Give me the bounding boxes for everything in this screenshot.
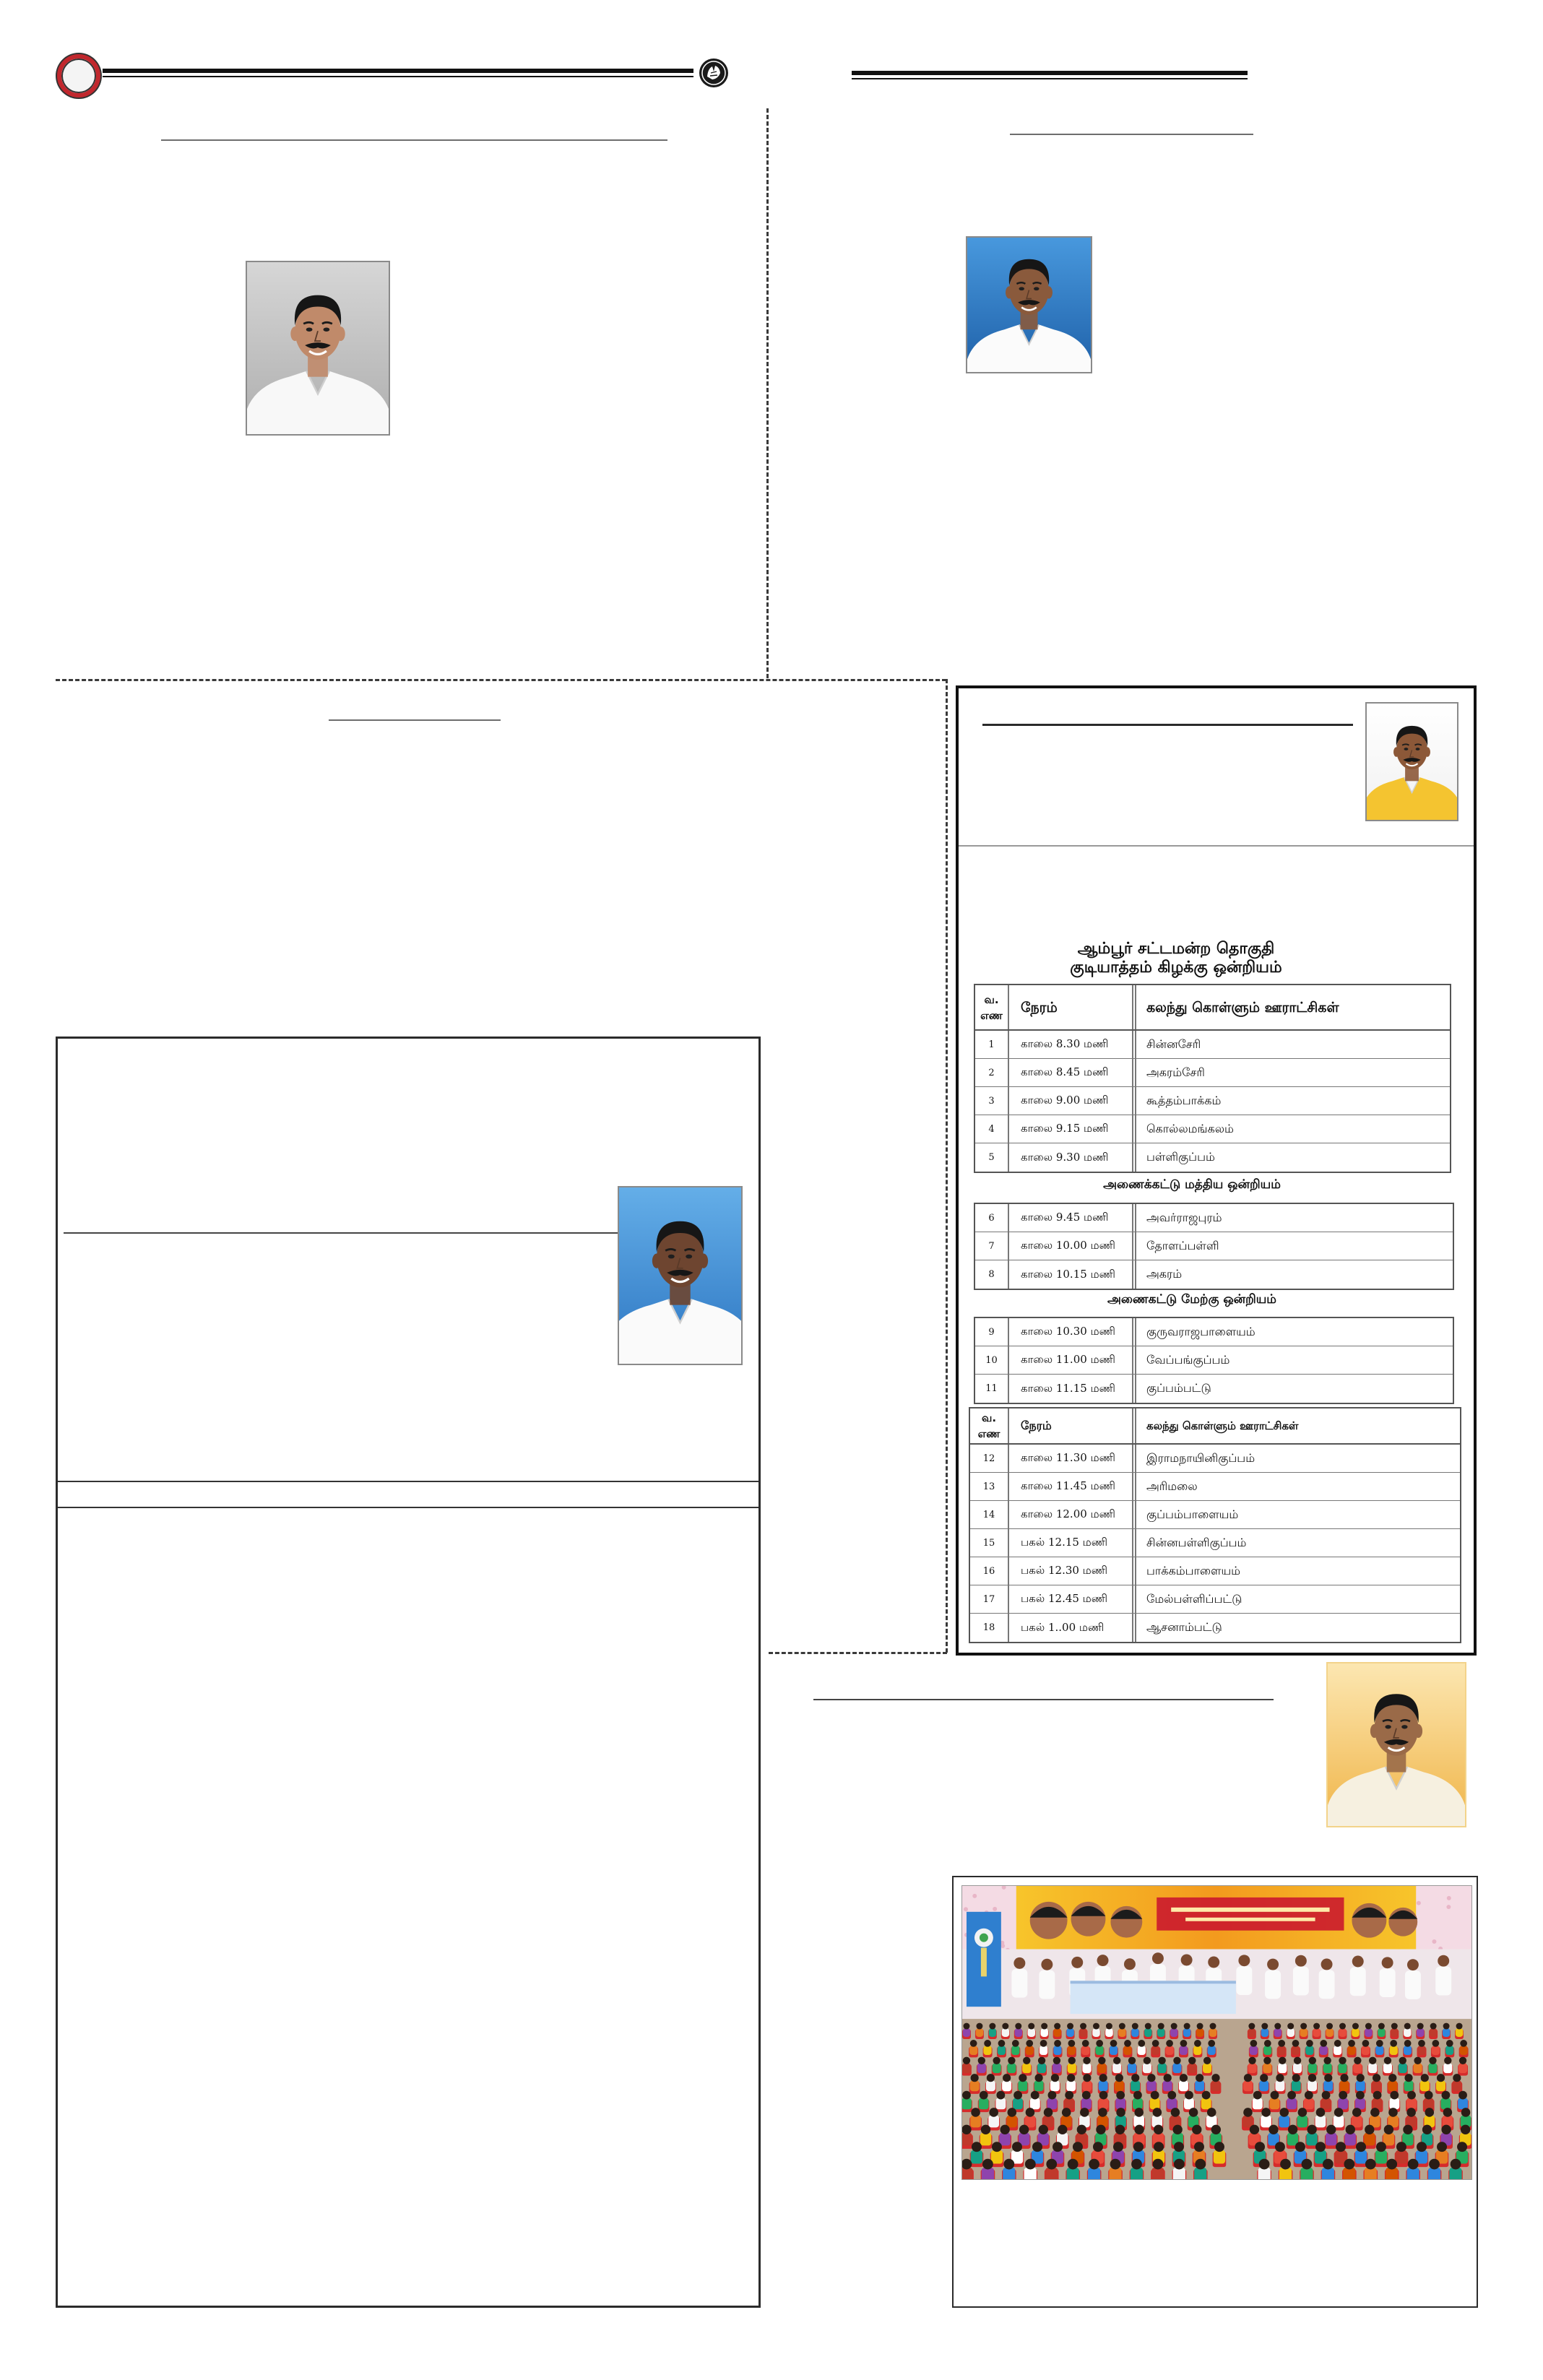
schedule-row (975, 1346, 1453, 1375)
schedule-title-line-2: குடியாத்தம் கிழக்கு ஒன்றியம் (1070, 959, 1282, 977)
time-cell: காலை 9.00 மணி (1009, 1087, 1136, 1115)
schedule-row (975, 1260, 1453, 1289)
schedule-row (970, 1585, 1460, 1614)
schedule-table-body (975, 1204, 1453, 1289)
serial-cell: 17 (970, 1585, 1009, 1613)
serial-header: வ. எண (975, 985, 1009, 1029)
schedule-row (975, 1204, 1453, 1232)
serial-cell: 12 (970, 1445, 1009, 1472)
time-cell: பகல் 12.15 மணி (1009, 1529, 1136, 1557)
panchayat-cell: குப்பம்பாளையம் (1146, 1507, 1239, 1521)
serial-cell: 8 (975, 1260, 1009, 1289)
serial-cell: 7 (975, 1232, 1009, 1260)
schedule-title-line-1: ஆம்பூர் சட்டமன்ற தொகுதி (1077, 940, 1275, 958)
panchayat-cell: பாக்கம்பாளையம் (1146, 1563, 1241, 1578)
panchayat-cell: சின்னபள்ளிகுப்பம் (1146, 1535, 1247, 1549)
serial-cell: 6 (975, 1204, 1009, 1232)
article-2-portrait-photo (966, 236, 1092, 373)
serial-cell: 14 (970, 1501, 1009, 1528)
panchayat-cell: கூத்தம்பாக்கம் (1146, 1093, 1222, 1107)
schedule-row (975, 1059, 1450, 1087)
boxed-article-separator-2 (58, 1507, 758, 1508)
serial-cell: 1 (975, 1031, 1009, 1058)
schedule-table-4 (969, 1407, 1461, 1643)
time-cell: காலை 11.30 மணி (1009, 1445, 1136, 1472)
time-header: நேரம் (1009, 985, 1136, 1029)
event-photo (961, 1885, 1472, 2180)
time-cell: காலை 9.15 மணி (1009, 1115, 1136, 1143)
schedule-table-header (975, 985, 1450, 1031)
article-2-headline-rule (1010, 134, 1253, 135)
time-cell: காலை 10.00 மணி (1009, 1232, 1136, 1260)
panchayat-cell: குப்பம்பட்டு (1146, 1381, 1211, 1395)
serial-header: வ. எண (970, 1408, 1009, 1443)
panchayat-cell: சின்னசேரி (1146, 1037, 1201, 1051)
schedule-row (970, 1501, 1460, 1529)
schedule-row (975, 1232, 1453, 1260)
panchayat-cell: பள்ளிகுப்பம் (1146, 1150, 1215, 1164)
schedule-box-separator (959, 845, 1474, 847)
time-cell: காலை 9.45 மணி (1009, 1204, 1136, 1232)
serial-cell: 5 (975, 1143, 1009, 1172)
panchayats-header: கலந்து கொள்ளும் ஊராட்சிகள் (1146, 999, 1339, 1016)
serial-cell: 4 (975, 1115, 1009, 1143)
schedule-row (975, 1115, 1450, 1143)
article-1-headline-rule (161, 139, 667, 141)
schedule-group-heading-3: அணைகட்டு மேற்கு ஒன்றியம் (1107, 1292, 1276, 1307)
panchayat-cell: கொல்லமங்கலம் (1146, 1121, 1234, 1135)
schedule-table-body (975, 1318, 1453, 1403)
schedule-row (970, 1445, 1460, 1473)
time-cell: பகல் 12.30 மணி (1009, 1557, 1136, 1585)
serial-cell: 3 (975, 1087, 1009, 1115)
panchayat-cell: மேல்பள்ளிப்பட்டு (1146, 1591, 1242, 1606)
boxed-article-separator-1 (58, 1481, 758, 1482)
schedule-group-heading-2: அணைக்கட்டு மத்திய ஒன்றியம் (1103, 1177, 1281, 1192)
panchayat-cell: அகரம்சேரி (1146, 1065, 1205, 1079)
boxed-article-portrait-photo (618, 1186, 743, 1365)
schedule-table-header (970, 1408, 1460, 1445)
time-cell: காலை 11.15 மணி (1009, 1375, 1136, 1403)
schedule-table-body (970, 1445, 1460, 1642)
panchayat-cell: இராமநாயினிகுப்பம் (1146, 1450, 1255, 1465)
serial-cell: 9 (975, 1318, 1009, 1346)
time-cell: காலை 11.45 மணி (1009, 1473, 1136, 1500)
masthead-rule-right (852, 71, 1248, 79)
time-cell: பகல் 12.45 மணி (1009, 1585, 1136, 1613)
schedule-row (975, 1143, 1450, 1172)
article-1-portrait-photo (246, 261, 390, 436)
time-cell: காலை 9.30 மணி (1009, 1143, 1136, 1172)
article-5-headline-rule (813, 1699, 1274, 1700)
serial-cell: 16 (970, 1557, 1009, 1585)
panchayat-cell: அரிமலை (1146, 1479, 1198, 1493)
schedule-table-3 (974, 1317, 1454, 1404)
column-divider-top (766, 108, 769, 678)
party-emblem-icon (698, 57, 730, 89)
time-cell: காலை 11.00 மணி (1009, 1346, 1136, 1374)
schedule-box-headline-rule (982, 724, 1353, 726)
column-divider-middle (946, 679, 948, 1653)
time-cell: காலை 10.30 மணி (1009, 1318, 1136, 1346)
serial-cell: 10 (975, 1346, 1009, 1374)
time-cell: காலை 8.45 மணி (1009, 1059, 1136, 1086)
boxed-article-headline-rule (64, 1232, 618, 1234)
serial-cell: 15 (970, 1529, 1009, 1557)
time-cell: காலை 10.15 மணி (1009, 1260, 1136, 1289)
panchayat-cell: அகரம் (1146, 1267, 1183, 1281)
schedule-row (970, 1473, 1460, 1501)
time-cell: காலை 12.00 மணி (1009, 1501, 1136, 1528)
masthead-rule-left (103, 69, 693, 77)
article-3-headline-rule (329, 719, 501, 721)
panchayat-cell: தோளப்பள்ளி (1146, 1238, 1219, 1252)
schedule-table-1 (974, 984, 1451, 1173)
time-header: நேரம் (1009, 1408, 1136, 1443)
schedule-box-portrait-photo (1365, 702, 1458, 821)
panchayat-cell: வேப்பங்குப்பம் (1146, 1352, 1230, 1367)
serial-cell: 13 (970, 1473, 1009, 1500)
schedule-row (970, 1557, 1460, 1585)
time-cell: காலை 8.30 மணி (1009, 1031, 1136, 1058)
time-cell: பகல் 1..00 மணி (1009, 1614, 1136, 1642)
serial-cell: 18 (970, 1614, 1009, 1642)
section-divider-lower (769, 1652, 947, 1654)
section-divider-horizontal (56, 679, 946, 681)
schedule-table-body (975, 1031, 1450, 1172)
schedule-row (970, 1529, 1460, 1557)
serial-cell: 11 (975, 1375, 1009, 1403)
panchayats-header: கலந்து கொள்ளும் ஊராட்சிகள் (1146, 1419, 1299, 1432)
schedule-row (970, 1614, 1460, 1642)
schedule-row (975, 1087, 1450, 1115)
red-ring-badge-icon (57, 54, 100, 98)
serial-cell: 2 (975, 1059, 1009, 1086)
schedule-row (975, 1031, 1450, 1059)
schedule-row (975, 1375, 1453, 1403)
panchayat-cell: ஆசனாம்பட்டு (1146, 1620, 1222, 1634)
schedule-row (975, 1318, 1453, 1346)
panchayat-cell: அவர்ராஜபுரம் (1146, 1210, 1222, 1224)
article-5-portrait-photo (1326, 1662, 1466, 1827)
schedule-table-2 (974, 1203, 1454, 1290)
panchayat-cell: குருவராஜபாளையம் (1146, 1324, 1255, 1338)
